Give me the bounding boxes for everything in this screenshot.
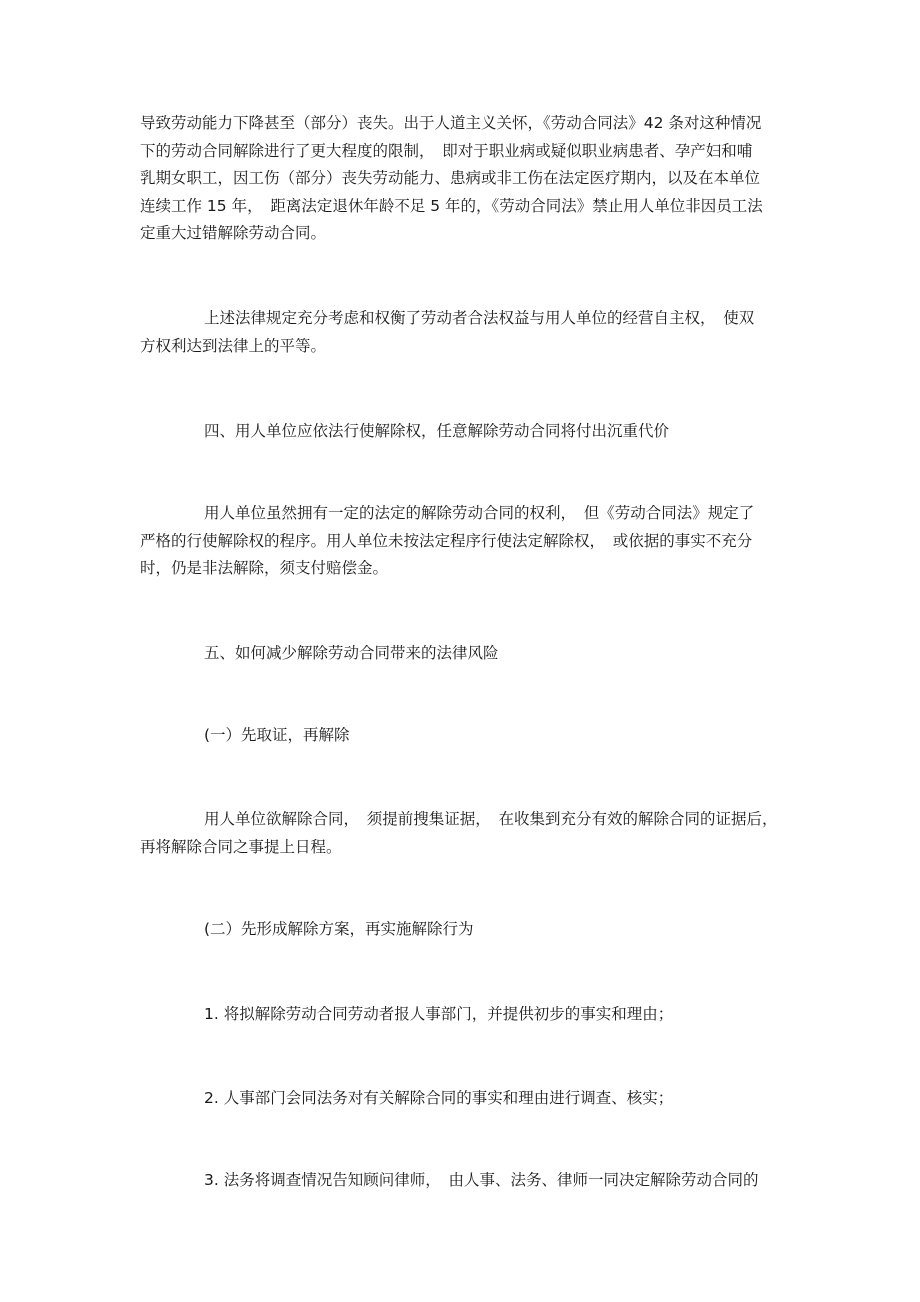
text-line: 下的劳动合同解除进行了更大程度的限制， 即对于职业病或疑似职业病患者、孕产妇和哺 xyxy=(140,141,753,160)
subheading-1 xyxy=(140,722,785,750)
text-line: 上述法律规定充分考虑和权衡了劳动者合法权益与用人单位的经营自主权， 使双 xyxy=(204,309,755,327)
heading-text: 四、用人单位应依法行使解除权，任意解除劳动合同将付出沉重代价 xyxy=(204,422,670,440)
list-item-text: 1. 将拟解除劳动合同劳动者报人事部门，并提供初步的事实和理由； xyxy=(204,1005,674,1023)
paragraph-collect-evidence xyxy=(140,806,785,861)
text-line: 乳期女职工，因工伤（部分）丧失劳动能力、患病或非工伤在法定医疗期内，以及在本单位 xyxy=(140,169,761,187)
text-line: 时，仍是非法解除，须支付赔偿金。 xyxy=(140,559,389,577)
text-line: 用人单位欲解除合同， 须提前搜集证据， 在收集到充分有效的解除合同的证据后， xyxy=(204,810,778,828)
list-item-1 xyxy=(140,1001,785,1029)
text-line: 连续工作 15 年， 距离法定退休年龄不足 5 年的，《劳动合同法》禁止用人单位非因员工法 xyxy=(140,196,763,215)
text-line: 方权利达到法律上的平等。 xyxy=(140,336,327,355)
section-heading-4 xyxy=(140,418,785,446)
paragraph-termination-procedure xyxy=(140,500,785,583)
text-line: 导致劳动能力下降甚至（部分）丧失。出于人道主义关怀，《劳动合同法》42 条对这种情况 xyxy=(140,114,762,132)
list-item-2 xyxy=(140,1085,785,1113)
subheading-2 xyxy=(140,916,785,944)
paragraph-work-injury-restrictions xyxy=(140,110,785,248)
list-item-text: 3. 法务将调查情况告知顾问律师， 由人事、法务、律师一同决定解除劳动合同的 xyxy=(204,1171,759,1189)
text-line: 用人单位虽然拥有一定的法定的解除劳动合同的权利， 但《劳动合同法》规定了 xyxy=(204,504,755,522)
subheading-text: (一）先取证，再解除 xyxy=(204,726,350,744)
section-heading-5 xyxy=(140,640,785,668)
text-line: 定重大过错解除劳动合同。 xyxy=(140,224,327,242)
text-line: 再将解除合同之事提上日程。 xyxy=(140,837,342,856)
list-item-3 xyxy=(140,1167,785,1195)
paragraph-legal-balance xyxy=(140,305,785,360)
text-line: 严格的行使解除权的程序。用人单位未按法定程序行使法定解除权， 或依据的事实不充分 xyxy=(140,531,753,550)
heading-text: 五、如何减少解除劳动合同带来的法律风险 xyxy=(204,644,499,662)
list-item-text: 2. 人事部门会同法务对有关解除合同的事实和理由进行调查、核实； xyxy=(204,1089,674,1107)
subheading-text: (二）先形成解除方案，再实施解除行为 xyxy=(204,920,474,938)
